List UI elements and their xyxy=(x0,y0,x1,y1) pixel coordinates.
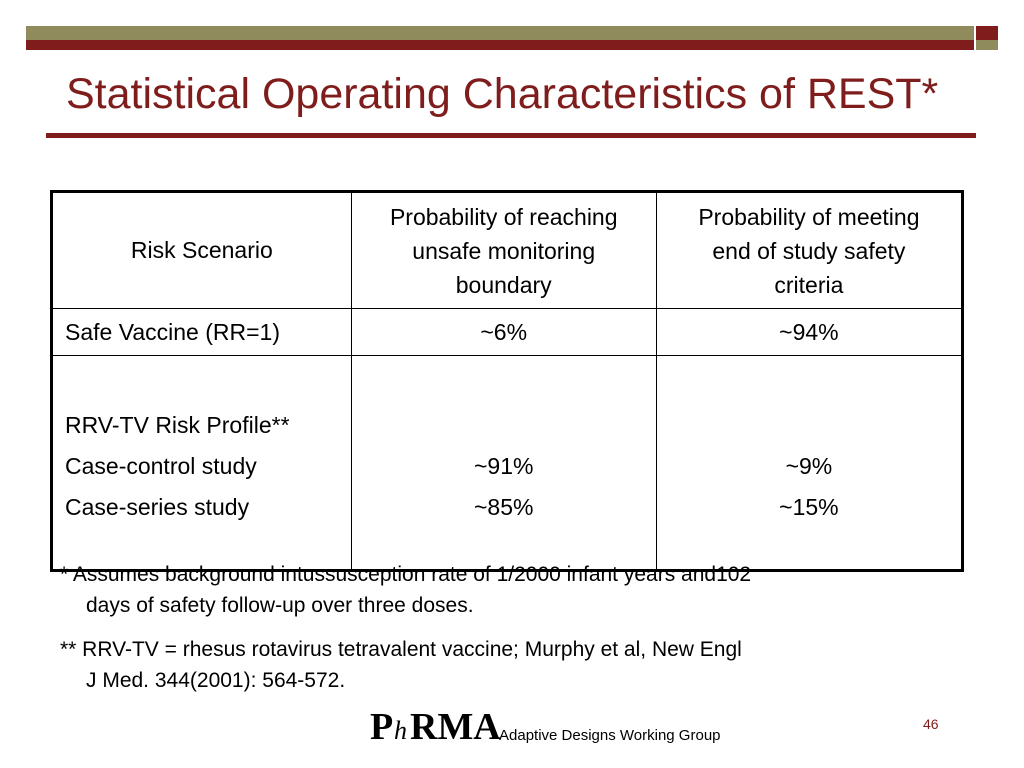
value-line: ~91% xyxy=(473,452,534,479)
cell-meet xyxy=(656,356,962,571)
value-line: ~9% xyxy=(785,452,833,479)
cell-meet: ~94% xyxy=(656,309,962,356)
cell-scenario: Safe Vaccine (RR=1) xyxy=(52,309,352,356)
value-line: ~85% xyxy=(473,493,534,520)
footnote-line: ** RRV-TV = rhesus rotavirus tetravalent vaccine; Murphy et al, New Engl xyxy=(60,638,742,661)
footer-text: Adaptive Designs Working Group xyxy=(499,727,721,744)
value-line: ~15% xyxy=(779,493,839,520)
footnote-line: J Med. 344(2001): 564-572. xyxy=(86,669,346,692)
logo-rma: RMA xyxy=(410,706,501,748)
header-probability-unsafe xyxy=(351,192,656,309)
cell-scenario xyxy=(52,356,352,571)
header-line: criteria xyxy=(774,271,844,298)
table-row xyxy=(52,356,963,571)
header-line: Probability of meeting xyxy=(698,203,920,230)
results-table xyxy=(50,190,964,572)
scenario-line: Case-control study xyxy=(65,452,257,479)
phrma-logo xyxy=(370,706,501,748)
header-risk-scenario: Risk Scenario xyxy=(52,192,352,309)
scenario-line: Case-series study xyxy=(65,493,250,520)
page-number: 46 xyxy=(923,716,939,732)
logo-h: h xyxy=(394,716,407,745)
footnote-line: * Assumes background intussusception rate of 1/2000 infant years and102 xyxy=(60,563,752,586)
footnote-reference xyxy=(60,634,742,696)
cell-reach: ~6% xyxy=(351,309,656,356)
table-row xyxy=(52,309,963,356)
header-line: boundary xyxy=(455,271,552,298)
header-line: end of study safety xyxy=(712,237,906,264)
top-red-bar xyxy=(26,40,974,50)
title-underline xyxy=(46,133,976,138)
top-olive-bar xyxy=(26,26,974,40)
corner-olive-square xyxy=(976,40,998,50)
footnote-assumptions xyxy=(60,559,751,621)
scenario-line: RRV-TV Risk Profile** xyxy=(65,411,290,438)
header-probability-safety xyxy=(656,192,962,309)
table-header-row xyxy=(52,192,963,309)
cell-reach xyxy=(351,356,656,571)
corner-red-square xyxy=(976,26,998,40)
slide-title: Statistical Operating Characteristics of REST* xyxy=(66,70,939,118)
footnote-line: days of safety follow-up over three doses. xyxy=(86,594,474,617)
header-line: unsafe monitoring xyxy=(412,237,596,264)
logo-p: P xyxy=(370,706,394,748)
header-line: Probability of reaching xyxy=(389,203,618,230)
